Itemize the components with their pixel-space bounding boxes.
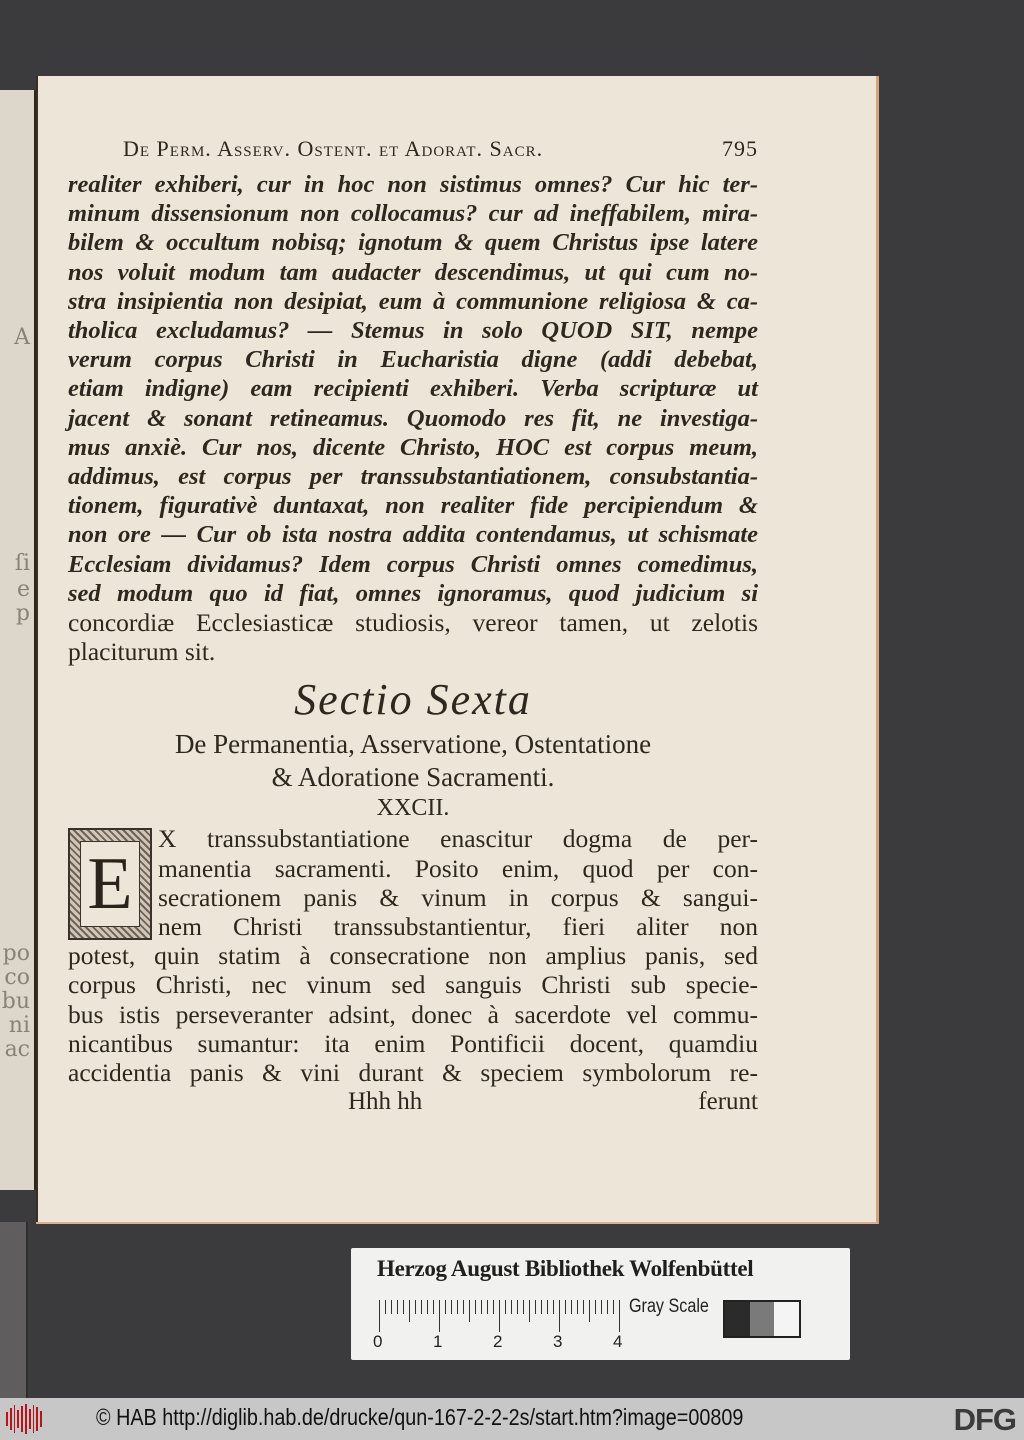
text-line: bus istis perseveranter adsint, donec à sacerdote vel commu-	[68, 999, 758, 1029]
text-line: sed modum quo id fiat, omnes ignoramus, quod judicium si	[68, 579, 758, 607]
text-line: placiturum sit.	[68, 637, 216, 667]
text-line: corpus Christi, nec vinum sed sanguis Christi sub specie-	[68, 970, 758, 1000]
text-line: concordiæ Ecclesiasticæ studiosis, vereor tamen, ut zelotis	[68, 608, 758, 638]
prev-page-fragment: p	[15, 601, 30, 626]
text-line: non ore — Cur ob ista nostra addita contendamus, ut schismate	[68, 521, 758, 549]
prev-page-fragment: po	[2, 941, 30, 966]
color-scale-card	[351, 1248, 850, 1360]
text-line: etiam indigne) eam recipienti exhiberi. Verba scripturæ ut	[68, 375, 758, 403]
text-line: tholica excludamus? — Stemus in solo QUOD SIT, nempe	[68, 317, 758, 345]
gray-scale-label: Gray Scale	[629, 1296, 709, 1317]
text-line: minum dissensionum non collocamus? cur ad ineffabilem, mira-	[68, 200, 758, 228]
text-line: nem Christi transsubstantientur, fieri aliter non	[158, 912, 758, 942]
gray-scale-swatches	[723, 1300, 801, 1338]
text-line: Ecclesiam dividamus? Idem corpus Christi omnes comedimus,	[68, 550, 758, 578]
previous-page-cover-edge	[0, 1222, 28, 1398]
text-line: manentia sacramenti. Posito enim, quod per con-	[158, 853, 758, 883]
dfg-logo-icon: DFG	[953, 1402, 1016, 1437]
prev-page-fragment: e	[16, 577, 30, 602]
previous-page-edge	[0, 90, 36, 1190]
section-subtitle: De Permanentia, Asservatione, Ostentatione	[174, 729, 652, 760]
swatch-dark	[725, 1302, 750, 1336]
swatch-mid	[750, 1302, 775, 1336]
signature-mark: Hhh hh	[348, 1088, 423, 1116]
paragraph	[68, 824, 758, 1087]
running-head	[68, 136, 758, 170]
running-head-title: De Perm. Asserv. Ostent. et Adorat. Sacr.	[123, 136, 544, 161]
prev-page-fragment: ſi	[14, 551, 30, 576]
hab-logo-icon	[6, 1404, 42, 1434]
page-number: 795	[722, 136, 758, 161]
text-line: bilem & occultum nobisq; ignotum & quem Christus ipse latere	[68, 229, 758, 257]
text-line: verum corpus Christi in Eucharistia digne (addi debebat,	[68, 346, 758, 374]
text-line: X transsubstantiatione enascitur dogma de per-	[158, 824, 758, 854]
ruler-numbers	[373, 1332, 633, 1352]
text-line: mus anxiè. Cur nos, dicente Christo, HOC est corpus meum,	[68, 433, 758, 461]
body-text	[68, 170, 758, 666]
text-line: nos voluit modum tam audacter descendimus, ut qui cum no-	[68, 258, 758, 286]
ruler-icon	[379, 1300, 621, 1332]
text-line: jacent & sonant retineamus. Quomodo res fit, ne investiga-	[68, 404, 758, 432]
page-footer-line	[68, 1087, 758, 1117]
book-page	[36, 76, 879, 1224]
footer-bar	[0, 1398, 1024, 1440]
prev-page-fragment: ac	[4, 1037, 30, 1062]
catchword: ferunt	[698, 1088, 758, 1116]
prev-page-fragment: ni	[8, 1013, 30, 1038]
section-title: Sectio Sexta	[294, 675, 532, 725]
ruler-number: 2	[493, 1332, 503, 1351]
text-line: potest, quin statim à consecratione non amplius panis, sed	[68, 941, 758, 971]
text-line: accidentia panis & vini durant & speciem symbolorum re-	[68, 1058, 758, 1088]
copyright-url-link[interactable]: © HAB http://diglib.hab.de/drucke/qun-167-2-2-2s/start.htm?image=00809	[96, 1404, 744, 1430]
text-line: secrationem panis & vinum in corpus & sangui-	[158, 882, 758, 912]
prev-page-fragment: co	[4, 965, 30, 990]
ruler-number: 4	[613, 1332, 623, 1351]
text-line: addimus, est corpus per transsubstantiationem, consubstantia-	[68, 463, 758, 491]
institution-name: Herzog August Bibliothek Wolfenbüttel	[377, 1256, 754, 1281]
section-subtitle: & Adoratione Sacramenti.	[271, 762, 555, 793]
ruler-number: 3	[553, 1332, 563, 1351]
ruler-number: 1	[433, 1332, 443, 1351]
text-line: realiter exhiberi, cur in hoc non sistimus omnes? Cur hic ter-	[68, 171, 758, 198]
ruler-number: 0	[373, 1332, 383, 1351]
prev-page-fragment: bu	[1, 989, 30, 1014]
prev-page-fragment: A	[14, 325, 30, 350]
page-content	[68, 136, 758, 1117]
text-line: tionem, figurativè duntaxat, non realiter fide percipiendum &	[68, 492, 758, 520]
section-number: XXCII.	[376, 795, 450, 822]
swatch-light	[774, 1302, 799, 1336]
ornamental-dropcap-icon	[68, 828, 152, 940]
text-line: nicantibus sumantur: ita enim Pontificii docent, quamdiu	[68, 1028, 758, 1058]
text-line: stra insipientia non desipiat, eum à communione religiosa & ca-	[68, 287, 758, 315]
dropcap-letter: E	[80, 841, 139, 927]
